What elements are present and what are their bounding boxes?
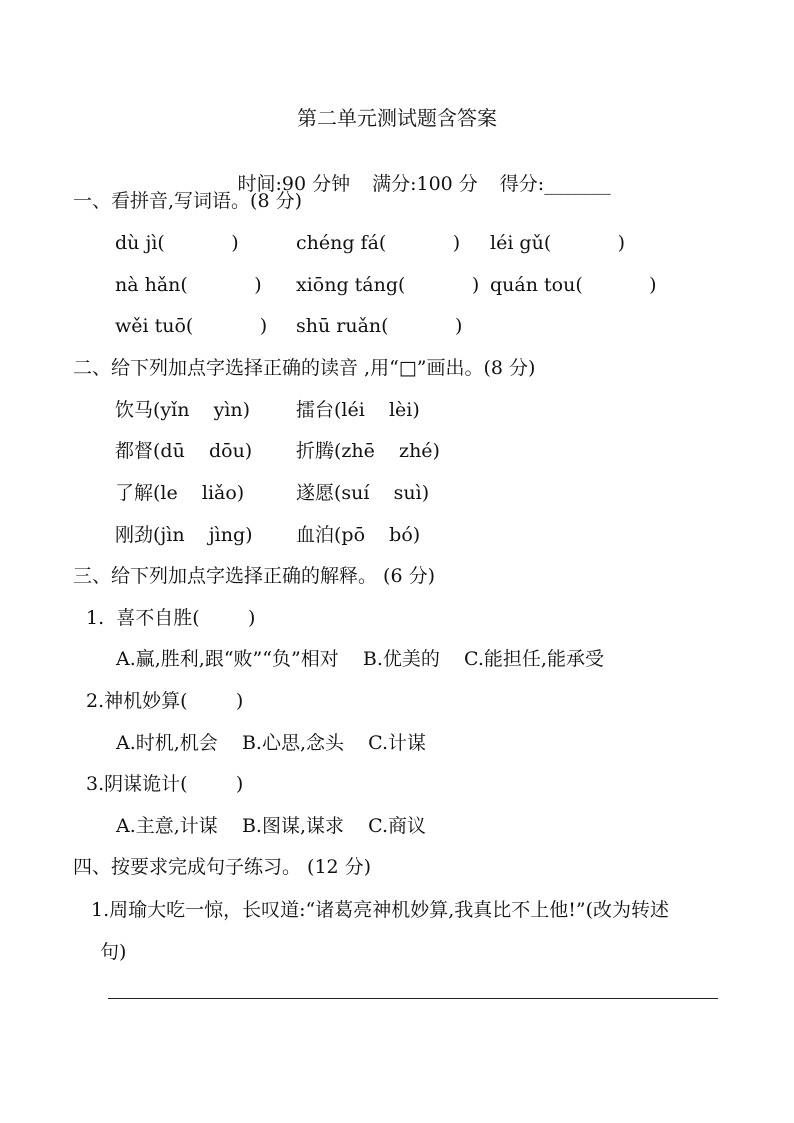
reading-item: 擂台(léi lèi) [296,399,420,421]
question-options: A.时机,机会 B.心思,念头 C.计谋 [116,732,427,754]
time-limit: 时间:90 分钟 [237,173,351,195]
section2-heading: 二、给下列加点字选择正确的读音 ,用“□”画出。(8 分) [73,357,536,379]
question-options: A.赢,胜利,跟“败”“负”相对 B.优美的 C.能担任,能承受 [116,648,604,670]
question-continuation: 句) [100,941,127,963]
reading-item: 都督(dū dōu) [115,440,253,462]
pinyin-item: chéng fá( ) [296,232,461,254]
question: 1. 喜不自胜( ) [80,607,256,629]
score-field: 得分:_______ [499,173,611,195]
pinyin-item: dù jì( ) [115,232,239,254]
answer-line[interactable] [108,998,718,999]
pinyin-item: léi gǔ( ) [490,232,626,254]
reading-item: 了解(le liǎo) [115,482,245,504]
reading-item: 刚劲(jìn jìng) [115,524,253,546]
question: 1.周瑜大吃一惊，长叹道:“诸葛亮神机妙算,我真比不上他!”(改为转述 [91,899,670,921]
reading-item: 遂愿(suí suì) [296,482,430,504]
reading-item: 饮马(yǐn yìn) [115,399,251,421]
full-score: 满分:100 分 [372,173,478,195]
reading-item: 折腾(zhē zhé) [296,440,440,462]
question-options: A.主意,计谋 B.图谋,谋求 C.商议 [116,815,427,837]
reading-item: 血泊(pō bó) [296,524,421,546]
pinyin-item: quán tou( ) [490,274,657,296]
pinyin-item: nà hǎn( ) [115,274,262,296]
section1-heading: 一、看拼音,写词语。(8 分) [73,190,302,212]
pinyin-item: wěi tuō( ) [115,315,268,337]
question: 3.阴谋诡计( ) [80,773,244,795]
section3-heading: 三、给下列加点字选择正确的解释。 (6 分) [73,565,435,587]
page-title: 第二单元测试题含答案 [297,106,497,130]
question: 2.神机妙算( ) [80,690,244,712]
section4-heading: 四、按要求完成句子练习。 (12 分) [73,856,372,878]
pinyin-item: xiōng táng( ) [296,274,480,296]
pinyin-item: shū ruǎn( ) [296,315,463,337]
